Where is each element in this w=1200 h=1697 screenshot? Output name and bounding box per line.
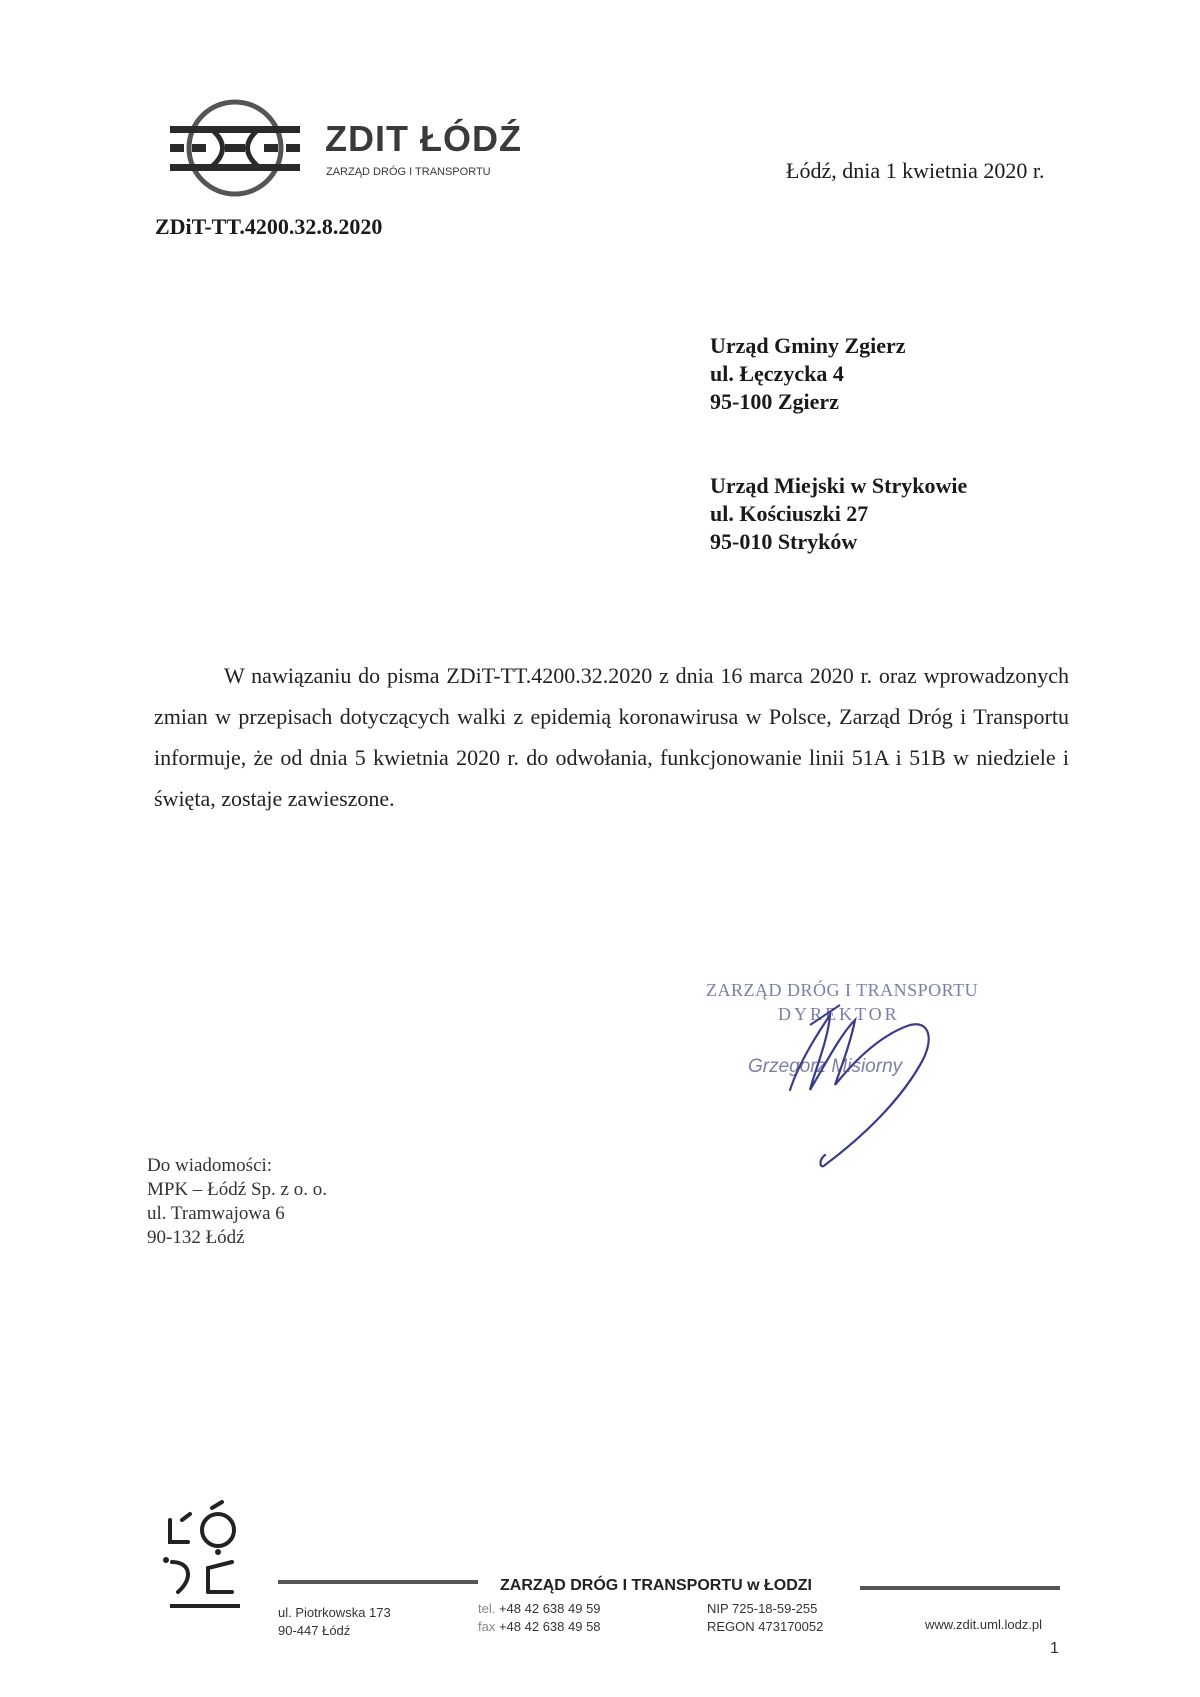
footer-registry	[707, 1600, 823, 1636]
brand-name: ZDIT ŁÓDŹ	[325, 118, 522, 159]
footer-organization: ZARZĄD DRÓG I TRANSPORTU w ŁODZI	[500, 1577, 812, 1594]
recipient-city: 95-100 Zgierz	[710, 389, 839, 414]
cc-city: 90-132 Łódź	[147, 1227, 245, 1248]
footer-city: 90-447 Łódź	[278, 1623, 351, 1638]
recipient-address	[710, 472, 967, 556]
cc-name: MPK – Łódź Sp. z o. o.	[147, 1179, 327, 1200]
footer-street: ul. Piotrkowska 173	[278, 1605, 391, 1620]
footer-website: www.zdit.uml.lodz.pl	[925, 1617, 1043, 1632]
tel-label: tel.	[478, 1601, 496, 1616]
zdit-logo-icon	[170, 98, 300, 198]
stamp-name: Grzegorz Misiorny	[748, 1056, 903, 1077]
footer-divider	[278, 1580, 478, 1584]
body-paragraph: W nawiązaniu do pisma ZDiT-TT.4200.32.2020 z dnia 16 marca 2020 r. oraz wprowadzonych zmian w przepisach dotyczących walki z epidemią koronawirusa w Polsce, Zarząd Dróg i Transportu informuje, że od dnia 5 kwietnia 2020 r. do odwołania, funkcjonowanie linii 51A i 51B w niedziele i święta, zostaje zawieszone.	[154, 663, 1069, 811]
recipient-city: 95-010 Stryków	[710, 529, 858, 554]
recipient-street: ul. Łęczycka 4	[710, 361, 844, 386]
cc-street: ul. Tramwajowa 6	[147, 1203, 285, 1224]
stamp-title: DYREKTOR	[778, 1004, 900, 1024]
recipient-name: Urząd Gminy Zgierz	[710, 333, 906, 358]
regon-number: REGON 473170052	[707, 1619, 824, 1634]
letter-body	[154, 655, 1069, 819]
stamp-organization: ZARZĄD DRÓG I TRANSPORTU	[706, 980, 979, 1000]
cc-block	[147, 1154, 327, 1250]
recipient-street: ul. Kościuszki 27	[710, 501, 869, 526]
footer-address	[278, 1604, 391, 1640]
footer-contact	[478, 1600, 601, 1636]
letter-date: Łódź, dnia 1 kwietnia 2020 r.	[786, 158, 1045, 183]
fax-label: fax	[478, 1619, 496, 1634]
handwritten-signature-icon	[770, 990, 950, 1175]
recipient-name: Urząd Miejski w Strykowie	[710, 473, 968, 498]
footer-divider	[860, 1586, 1060, 1590]
nip-number: NIP 725-18-59-255	[707, 1601, 818, 1616]
page-number: 1	[1050, 1640, 1059, 1657]
tel-number: +48 42 638 49 59	[498, 1601, 601, 1616]
brand-subtitle: ZARZĄD DRÓG I TRANSPORTU	[326, 166, 491, 178]
fax-number: +48 42 638 49 58	[498, 1619, 601, 1634]
cc-label: Do wiadomości:	[147, 1155, 273, 1176]
reference-number: ZDiT-TT.4200.32.8.2020	[155, 214, 383, 239]
lodz-city-logo-icon	[160, 1500, 250, 1615]
recipient-address	[710, 332, 906, 416]
